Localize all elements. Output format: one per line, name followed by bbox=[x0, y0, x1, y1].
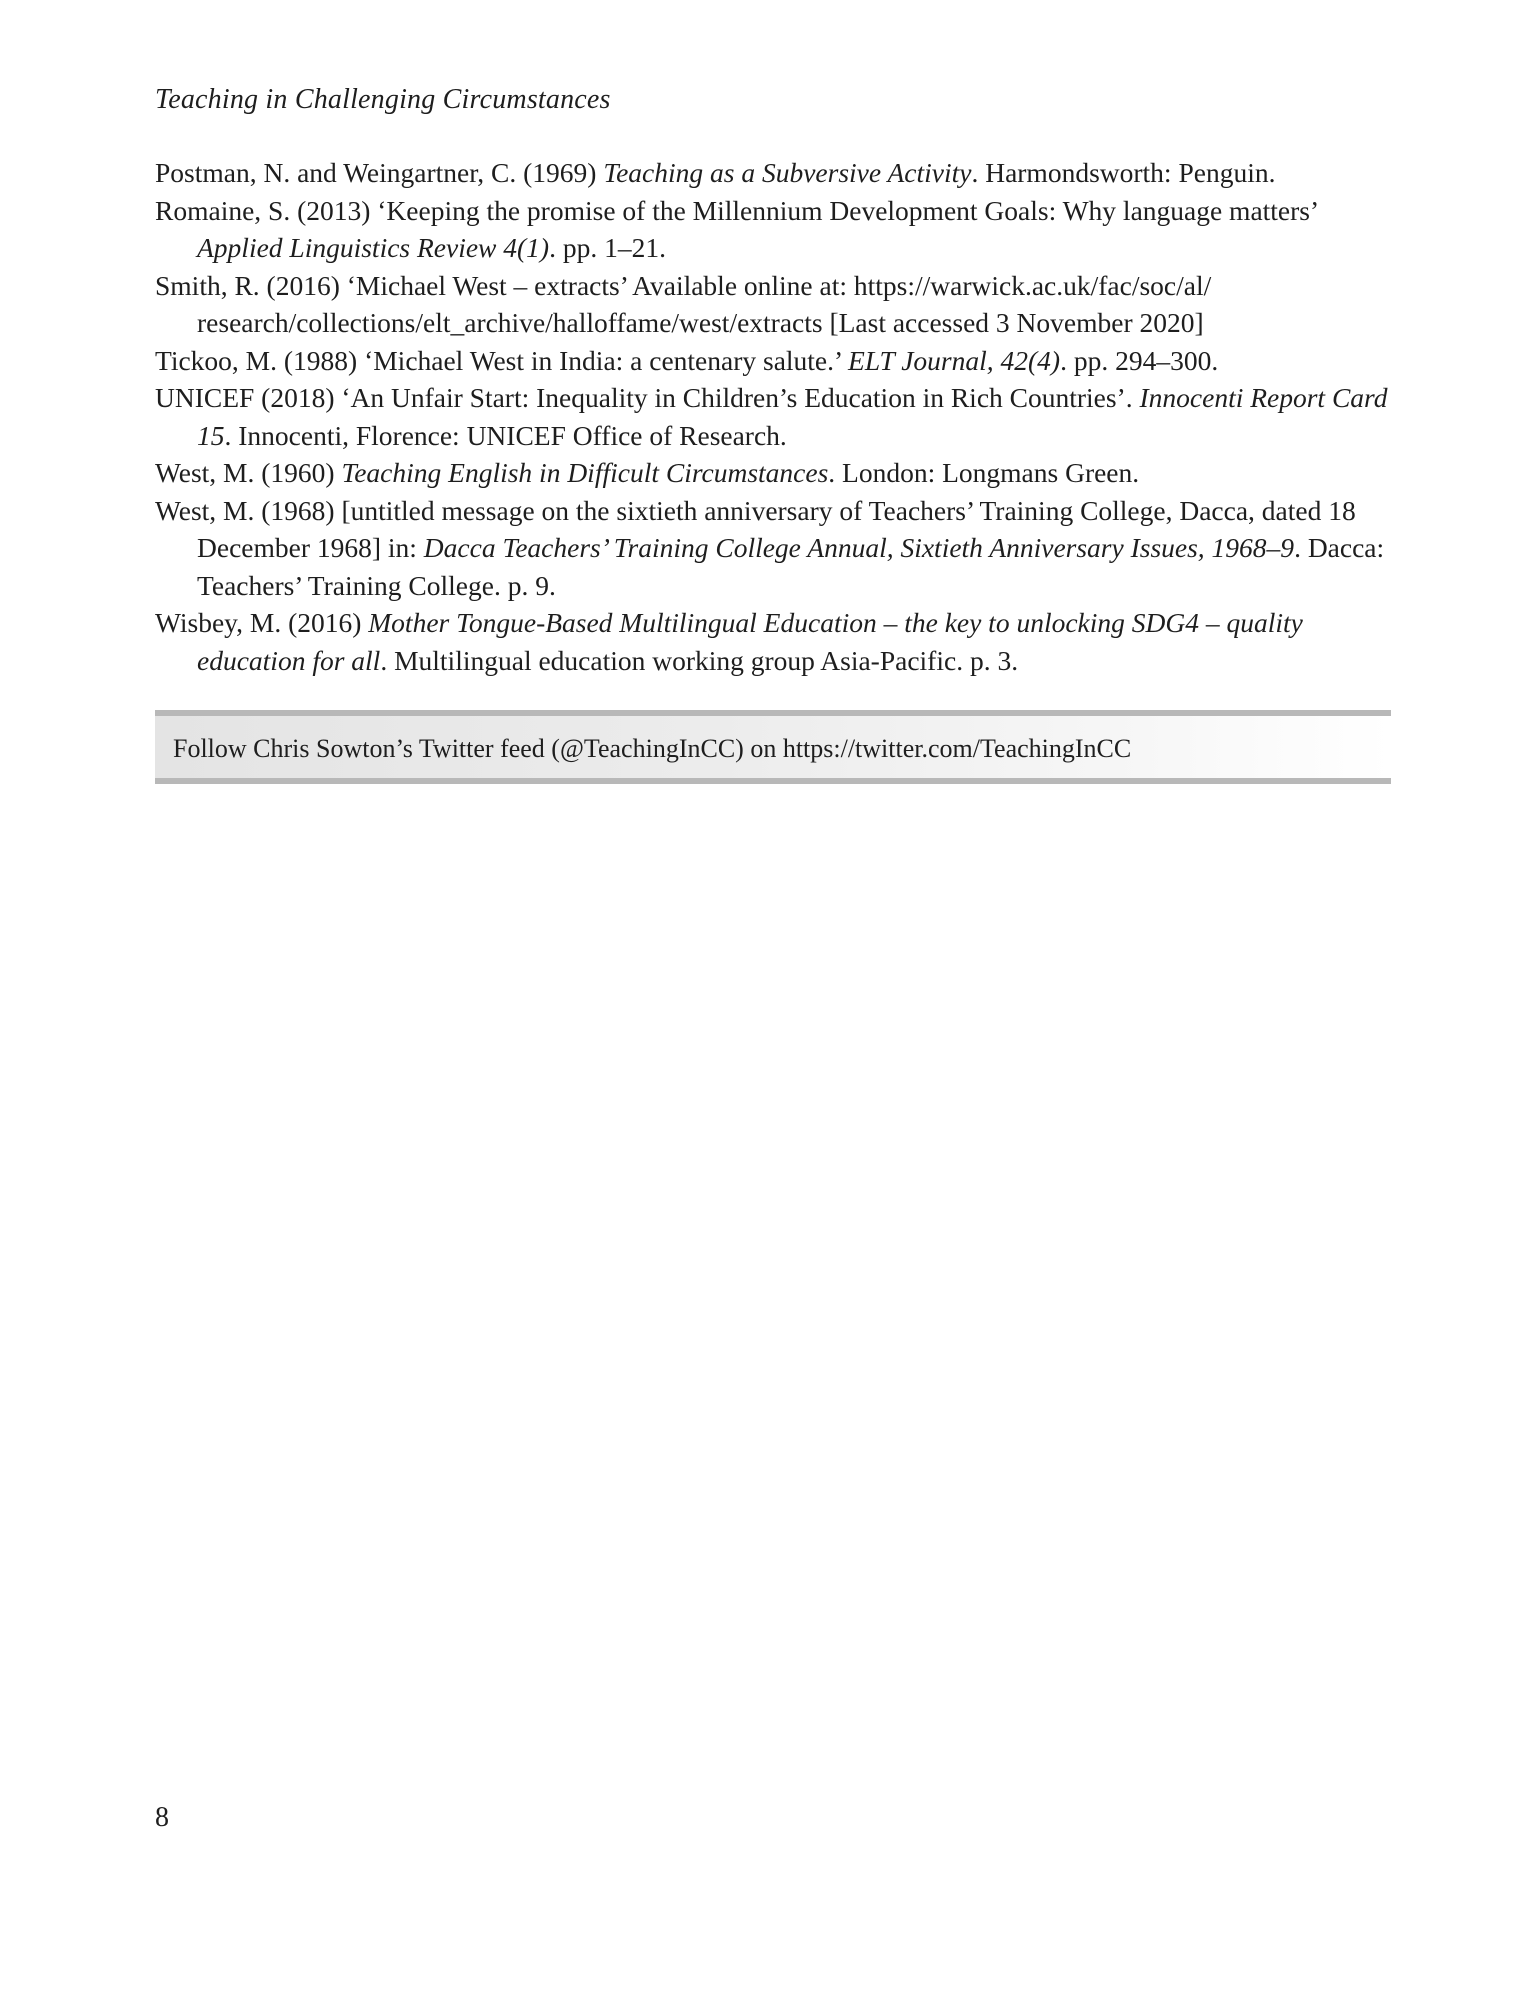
reference-details: . London: Longmans Green. bbox=[828, 457, 1140, 488]
reference-details: . pp. 1–21. bbox=[549, 232, 666, 263]
reference-author-year: Smith, R. (2016) ‘Michael West – extracts’ Available online at: https://warwick.ac.uk/fac/soc/al/ research/collections/elt_archive/halloffame/west/extracts [Last accessed 3 November 2020] bbox=[155, 269, 1212, 338]
reference-author-year: West, M. (1960) bbox=[155, 457, 342, 488]
reference-title: Teaching English in Difficult Circumstances bbox=[341, 457, 829, 488]
reference-entry-tickoo bbox=[155, 342, 1395, 380]
twitter-callout-text: Follow Chris Sowton’s Twitter feed (@TeachingInCC) on https://twitter.com/TeachingInCC bbox=[173, 734, 1132, 763]
reference-author-year: West, M. (1968) [untitled message on the sixtieth anniversary of Teachers’ Training College, Dacca, dated 18 December 1968] in: bbox=[155, 494, 1356, 563]
reference-title: Applied Linguistics Review 4(1) bbox=[197, 232, 550, 263]
reference-title: Dacca Teachers’ Training College Annual, Sixtieth Anniversary Issues, 1968–9 bbox=[423, 532, 1295, 563]
reference-entry-west-1968 bbox=[155, 492, 1395, 605]
reference-entry-romaine bbox=[155, 192, 1395, 267]
reference-entry-smith bbox=[155, 267, 1395, 342]
twitter-callout-box bbox=[155, 710, 1391, 784]
reference-title: Mother Tongue-Based Multilingual Education – the key to unlocking SDG4 – quality education for all bbox=[197, 607, 1303, 676]
reference-title: ELT Journal, 42(4) bbox=[848, 344, 1061, 376]
reference-details: . Multilingual education working group Asia-Pacific. p. 3. bbox=[380, 644, 1019, 676]
reference-details: . Harmondsworth: Penguin. bbox=[971, 157, 1276, 188]
page-number: 8 bbox=[155, 1802, 169, 1833]
reference-title: Innocenti Report Card 15 bbox=[197, 382, 1388, 451]
reference-entry-unicef bbox=[155, 379, 1395, 454]
reference-author-year: UNICEF (2018) ‘An Unfair Start: Inequality in Children’s Education in Rich Countries’. bbox=[155, 382, 1140, 413]
reference-details: . pp. 294–300. bbox=[1060, 344, 1219, 376]
reference-details: . Dacca: Teachers’ Training College. p. 9. bbox=[197, 532, 1385, 601]
reference-title: Teaching as a Subversive Activity bbox=[603, 157, 972, 188]
reference-list bbox=[155, 154, 1395, 679]
running-head: Teaching in Challenging Circumstances bbox=[155, 84, 611, 115]
reference-author-year: Tickoo, M. (1988) ‘Michael West in India: a centenary salute.’ bbox=[155, 344, 849, 376]
reference-details: . Innocenti, Florence: UNICEF Office of Research. bbox=[224, 419, 787, 451]
reference-author-year: Wisbey, M. (2016) bbox=[155, 607, 369, 638]
reference-author-year: Postman, N. and Weingartner, C. (1969) bbox=[155, 157, 604, 188]
reference-author-year: Romaine, S. (2013) ‘Keeping the promise of the Millennium Development Goals: Why language matters’ bbox=[155, 194, 1318, 226]
reference-entry-postman bbox=[155, 154, 1395, 192]
reference-entry-wisbey bbox=[155, 604, 1395, 679]
reference-entry-west-1960 bbox=[155, 454, 1395, 492]
